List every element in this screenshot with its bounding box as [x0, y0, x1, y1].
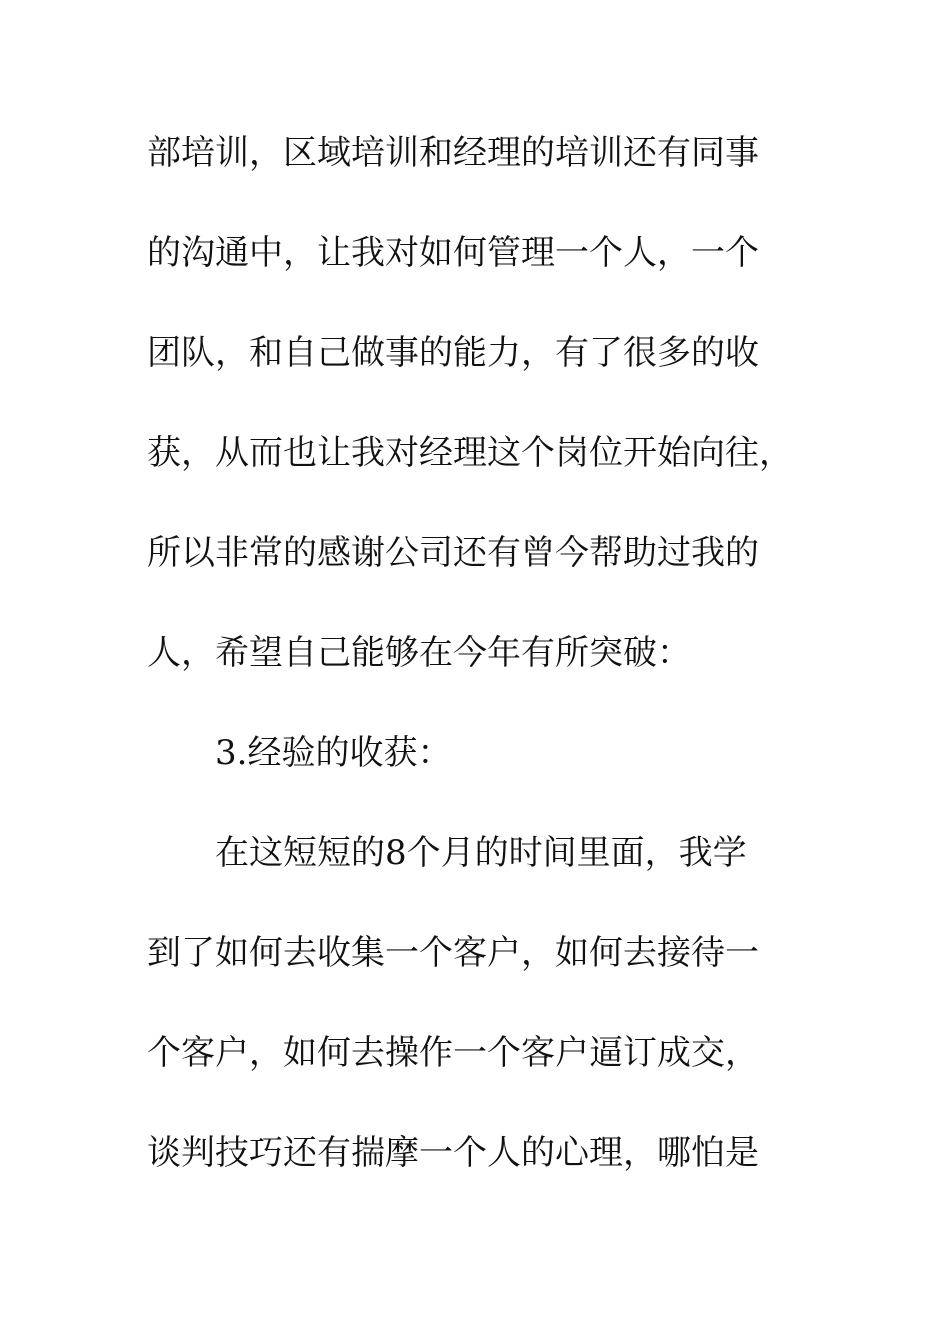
text-line: 团队，和自己做事的能力，有了很多的收 [147, 333, 759, 373]
text-line: 到了如何去收集一个客户，如何去接待一 [147, 933, 759, 973]
paragraph-first-line: 在这短短的8个月的时间里面，我学 [215, 833, 747, 873]
section-heading: 3.经验的收获： [215, 733, 452, 773]
text-line: 部培训，区域培训和经理的培训还有同事 [147, 133, 759, 173]
text-line: 人，希望自己能够在今年有所突破： [147, 633, 691, 673]
text-line: 谈判技巧还有揣摩一个人的心理，哪怕是 [147, 1133, 759, 1173]
text-line: 所以非常的感谢公司还有曾今帮助过我的 [147, 533, 759, 573]
text-line: 的沟通中，让我对如何管理一个人，一个 [147, 233, 759, 273]
text-line: 个客户，如何去操作一个客户逼订成交， [147, 1033, 759, 1073]
text-line: 获，从而也让我对经理这个岗位开始向往， [147, 433, 793, 473]
body-text [147, 120, 807, 1220]
